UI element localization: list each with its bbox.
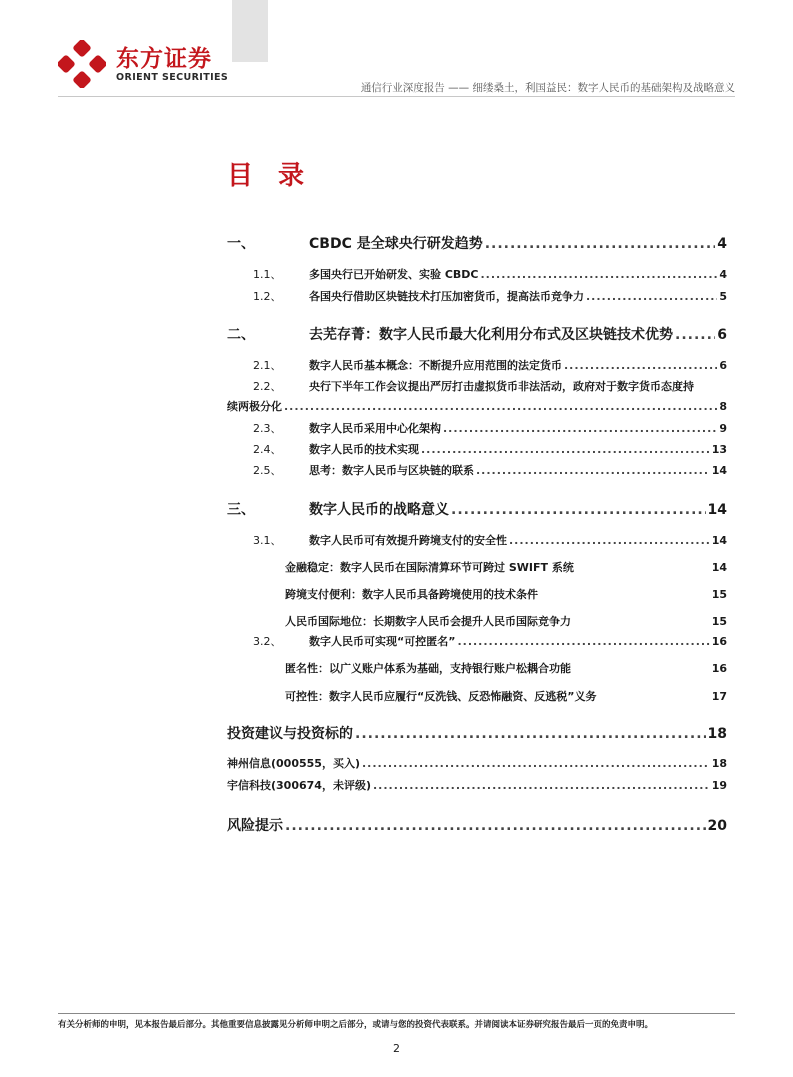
toc-page-number: 9 — [719, 422, 727, 435]
toc-entry-3-1[interactable]: 3.1、 数字人民币可有效提升跨境支付的安全性 ..... 14 — [227, 532, 727, 548]
toc-entry-label: 投资建议与投资标的 — [227, 726, 353, 742]
toc-title: 目 录 — [227, 161, 313, 191]
toc-entry-section-1[interactable]: 一、 CBDC 是全球央行研发趋势 ..... 4 — [227, 233, 727, 253]
toc-page-number: 20 — [707, 818, 727, 834]
toc-entry-3-1-b[interactable] — [227, 586, 727, 602]
toc-page-number: 6 — [719, 359, 727, 372]
logo-english-name: ORIENT SECURITIES — [116, 72, 229, 83]
toc-entry-label: 各国央行借助区块链技术打压加密货币，提高法币竞争力 — [309, 290, 584, 303]
toc-entry-label: 风险提示 — [227, 818, 283, 834]
footer-divider — [58, 1013, 735, 1014]
toc-entry-2-2-line1[interactable]: 2.2、 央行下半年工作会议提出严厉打击虚拟货币非法活动，政府对于数字货币态度持 — [253, 380, 694, 393]
toc-page-number: 14 — [711, 464, 727, 477]
toc-entry-investment-b[interactable] — [227, 777, 727, 793]
toc-leader-dots — [457, 635, 709, 648]
toc-entry-3-2[interactable]: 3.2、 数字人民币可实现“可控匿名” ..... 16 — [227, 633, 727, 649]
toc-page-number: 4 — [717, 236, 727, 252]
toc-page-number: 16 — [711, 662, 727, 675]
toc-leader-dots — [564, 359, 717, 372]
page-number: 2 — [393, 1042, 400, 1055]
toc-leader-dots — [485, 236, 716, 252]
toc-page-number: 13 — [711, 443, 727, 456]
toc-page-number: 14 — [711, 534, 727, 547]
logo-chinese-name: 东方证券 — [116, 46, 212, 72]
toc-entry-label: 数字人民币基本概念：不断提升应用范围的法定货币 — [309, 359, 562, 372]
toc-page-number: 14 — [711, 561, 727, 574]
toc-entry-3-2-a[interactable] — [227, 660, 727, 676]
toc-page-number: 19 — [711, 779, 727, 792]
toc-entry-2-3[interactable]: 2.3、 数字人民币采用中心化架构 ..... 9 — [227, 420, 727, 436]
toc-page-number: 15 — [711, 588, 727, 601]
toc-entry-label: 金融稳定：数字人民币在国际清算环节可跨过 SWIFT 系统 — [285, 561, 574, 574]
toc-page-number: 6 — [717, 327, 727, 343]
toc-entry-2-2-line2[interactable] — [227, 398, 727, 414]
toc-entry-label: 续两极分化 — [227, 400, 282, 413]
toc-entry-3-2-b[interactable] — [227, 688, 727, 704]
toc-entry-label: 思考：数字人民币与区块链的联系 — [309, 464, 474, 477]
toc-entry-label: 数字人民币可实现“可控匿名” — [309, 635, 456, 648]
toc-entry-label: 数字人民币的技术实现 — [309, 443, 419, 456]
toc-page-number: 5 — [719, 290, 727, 303]
toc-page-number: 4 — [719, 268, 727, 281]
toc-entry-label: CBDC 是全球央行研发趋势 — [309, 236, 483, 252]
report-header-title: 通信行业深度报告 —— 细缕桑土，利国益民：数字人民币的基础架构及战略意义 — [360, 82, 735, 94]
toc-page-number: 16 — [711, 635, 727, 648]
toc-entry-2-4[interactable]: 2.4、 数字人民币的技术实现 ..... 13 — [227, 441, 727, 457]
toc-leader-dots — [362, 757, 710, 770]
toc-page-number: 18 — [711, 757, 727, 770]
toc-entry-risk[interactable] — [227, 815, 727, 835]
toc-leader-dots — [285, 818, 706, 834]
toc-entry-label: 数字人民币采用中心化架构 — [309, 422, 441, 435]
toc-entry-label: 数字人民币可有效提升跨境支付的安全性 — [309, 534, 507, 547]
toc-entry-1-2[interactable]: 1.2、 各国央行借助区块链技术打压加密货币，提高法币竞争力 ..... 5 — [227, 288, 727, 304]
toc-leader-dots — [509, 534, 710, 547]
toc-entry-section-2[interactable]: 二、 去芜存菁：数字人民币最大化利用分布式及区块链技术优势 ..... 6 — [227, 324, 727, 344]
toc-leader-dots — [355, 726, 706, 742]
toc-entry-label: 神州信息(000555，买入) — [227, 757, 360, 770]
toc-entry-2-1[interactable]: 2.1、 数字人民币基本概念：不断提升应用范围的法定货币 ..... 6 — [227, 357, 727, 373]
company-logo — [58, 40, 228, 90]
toc-leader-dots — [421, 443, 710, 456]
toc-entry-3-1-a[interactable] — [227, 559, 727, 575]
toc-leader-dots — [451, 502, 706, 518]
toc-entry-1-1[interactable]: 1.1、 多国央行已开始研发、实验 CBDC ..... 4 — [227, 266, 727, 282]
toc-entry-label: 去芜存菁：数字人民币最大化利用分布式及区块链技术优势 — [309, 327, 673, 343]
toc-entry-investment-a[interactable] — [227, 755, 727, 771]
toc-page-number: 18 — [707, 726, 727, 742]
toc-leader-dots — [481, 268, 718, 281]
toc-entry-investment[interactable] — [227, 723, 727, 743]
footer-disclaimer: 有关分析师的申明，见本报告最后部分。其他重要信息披露见分析师申明之后部分，或请与您的投资代表联系。并请阅读本证券研究报告最后一页的免责申明。 — [58, 1020, 654, 1030]
toc-leader-dots — [443, 422, 717, 435]
toc-leader-dots — [675, 327, 715, 343]
toc-entry-label: 央行下半年工作会议提出严厉打击虚拟货币非法活动，政府对于数字货币态度持 — [309, 380, 694, 393]
toc-leader-dots — [284, 400, 717, 413]
toc-page-number: 8 — [719, 400, 727, 413]
header-divider — [58, 96, 735, 97]
toc-page-number: 15 — [711, 615, 727, 628]
toc-leader-dots — [373, 779, 710, 792]
toc-entry-section-3[interactable]: 三、 数字人民币的战略意义 ..... 14 — [227, 499, 727, 519]
logo-mark-icon — [58, 40, 106, 88]
toc-leader-dots — [476, 464, 710, 477]
toc-entry-label: 人民币国际地位：长期数字人民币会提升人民币国际竞争力 — [285, 615, 571, 628]
toc-page-number: 17 — [711, 690, 727, 703]
toc-entry-label: 跨境支付便利：数字人民币具备跨境使用的技术条件 — [285, 588, 538, 601]
toc-entry-label: 多国央行已开始研发、实验 CBDC — [309, 268, 479, 281]
toc-entry-2-5[interactable]: 2.5、 思考：数字人民币与区块链的联系 ..... 14 — [227, 462, 727, 478]
header-decor-bar — [232, 0, 268, 62]
toc-entry-label: 宇信科技(300674，未评级) — [227, 779, 371, 792]
toc-entry-label: 数字人民币的战略意义 — [309, 502, 449, 518]
toc-entry-label: 可控性：数字人民币应履行“反洗钱、反恐怖融资、反逃税”义务 — [285, 690, 597, 703]
toc-page-number: 14 — [707, 502, 727, 518]
toc-entry-3-1-c[interactable] — [227, 613, 727, 629]
toc-entry-label: 匿名性：以广义账户体系为基础，支持银行账户松耦合功能 — [285, 662, 571, 675]
toc-leader-dots — [586, 290, 717, 303]
